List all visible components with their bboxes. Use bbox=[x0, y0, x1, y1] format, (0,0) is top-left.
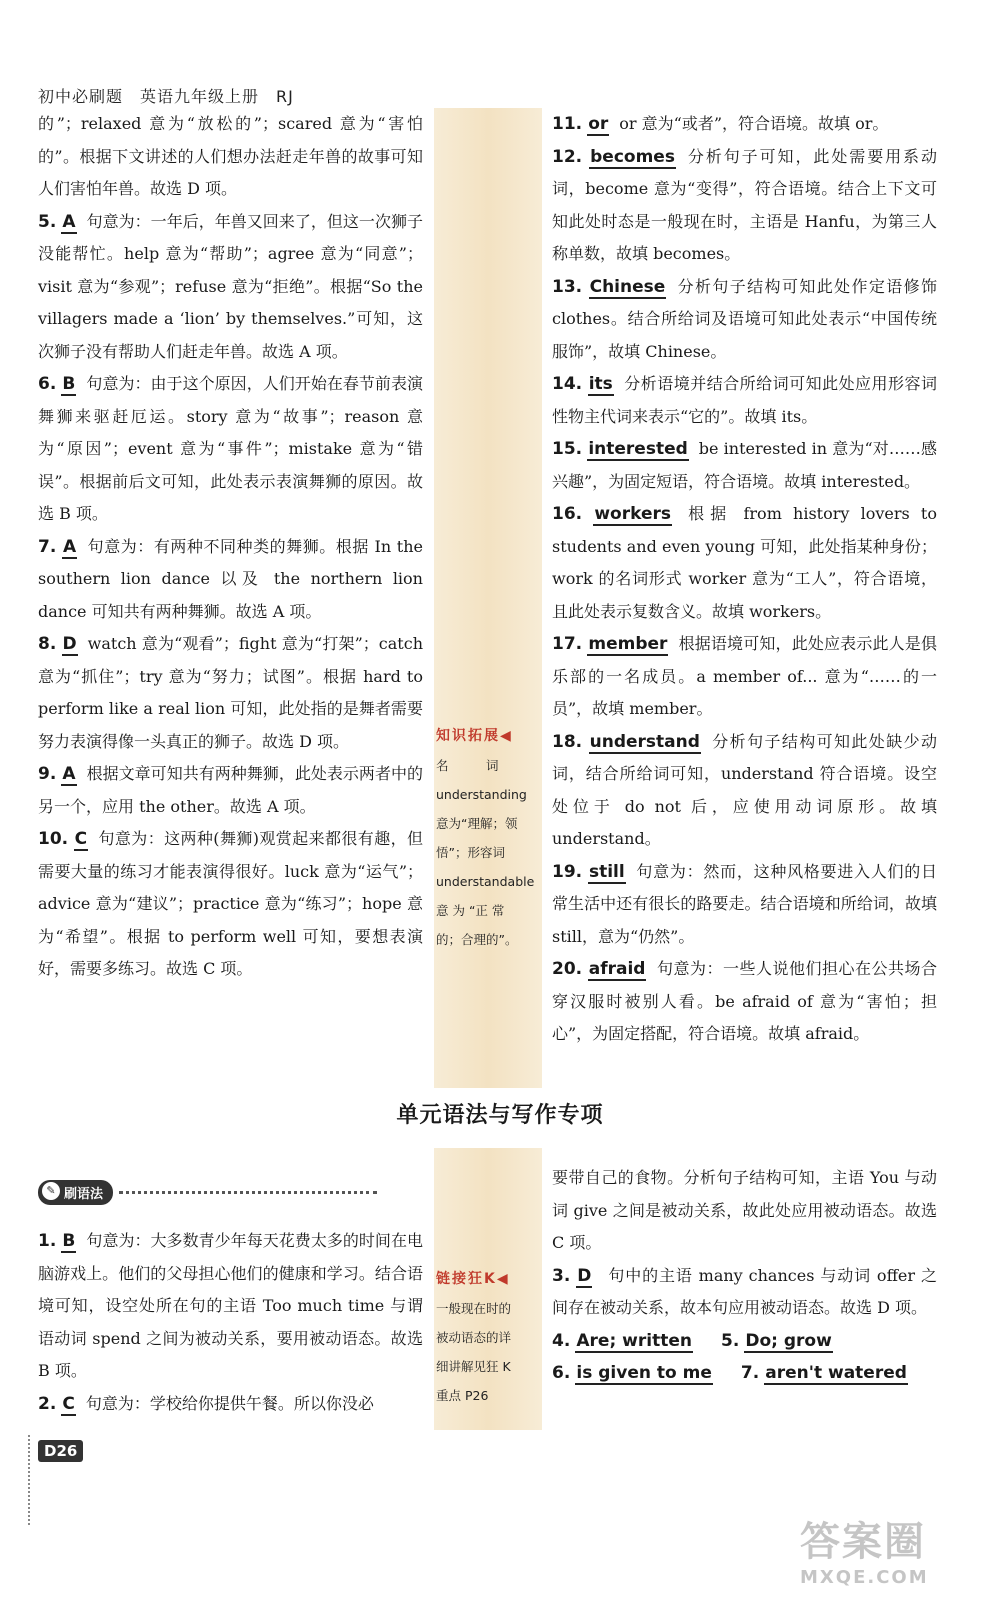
answer-item bbox=[38, 628, 423, 758]
note-line: 意 为 “正 常 bbox=[436, 903, 505, 918]
short-answer bbox=[552, 1325, 703, 1358]
item-number: 6. bbox=[552, 1363, 571, 1383]
triangle-left-icon: ◀ bbox=[500, 728, 513, 744]
item-number: 17. bbox=[552, 634, 583, 654]
answer-item bbox=[552, 953, 937, 1051]
item-number: 7. bbox=[740, 1363, 760, 1383]
page-header: 初中必刷题 英语九年级上册 RJ bbox=[38, 87, 294, 106]
answer-key: A bbox=[62, 536, 77, 557]
dotted-divider bbox=[119, 1191, 377, 1194]
grammar-left-column bbox=[38, 1225, 423, 1420]
answer-key: D bbox=[62, 634, 77, 654]
answer-item bbox=[38, 531, 423, 629]
answer-key: interested bbox=[588, 439, 688, 459]
watermark-url: MXQE.COM bbox=[800, 1567, 929, 1588]
answer-key: afraid bbox=[588, 959, 646, 979]
short-answer bbox=[552, 1357, 723, 1390]
answer-key: C bbox=[74, 829, 88, 849]
right-column-answers bbox=[552, 108, 937, 1051]
page-number: D26 bbox=[38, 1440, 83, 1462]
link-note bbox=[436, 1265, 540, 1410]
item-number: 5. bbox=[38, 211, 57, 232]
item-number: 15. bbox=[552, 439, 583, 459]
answer-explanation: 根据 from history lovers to students and even young 可知，此处指某种身份；work 的名词形式 worker 意为“工人”，符合语境，且此处表示复数含义。故填 workers。 bbox=[552, 504, 937, 621]
note-line: 被动语态的详 bbox=[436, 1330, 512, 1345]
short-answer-row bbox=[552, 1325, 937, 1358]
answer-item bbox=[38, 368, 423, 531]
item-number: 14. bbox=[552, 374, 583, 394]
item-number: 8. bbox=[38, 634, 57, 654]
answer-item bbox=[552, 726, 937, 856]
answer-item bbox=[552, 1162, 937, 1260]
answer-item bbox=[38, 108, 423, 206]
answer-explanation: be interested in 意为“对……感兴趣”，为固定短语，符合语境。故填 interested。 bbox=[552, 439, 937, 491]
watermark bbox=[800, 1510, 929, 1588]
note-line: 细讲解见狂 K bbox=[436, 1359, 511, 1374]
note-line: 的；合理的”。 bbox=[436, 932, 518, 947]
answer-key: member bbox=[588, 634, 668, 654]
item-number: 4. bbox=[552, 1330, 571, 1351]
answer-explanation: 分析语境并结合所给词可知此处应用形容词性物主代词来表示“它的”。故填 its。 bbox=[552, 374, 937, 426]
item-number: 10. bbox=[38, 829, 69, 849]
answer-key: still bbox=[588, 861, 625, 882]
answer-key: or bbox=[588, 114, 609, 134]
triangle-left-icon: ◀ bbox=[496, 1271, 510, 1287]
answer-key: Are; written bbox=[576, 1330, 692, 1351]
answer-key: aren't watered bbox=[765, 1363, 907, 1383]
answer-explanation: 句意为：有两种不同种类的舞狮。根据 In the southern lion dance 以及 the northern lion dance 可知共有两种舞狮。故选 A 项。 bbox=[38, 536, 423, 621]
answer-key: C bbox=[62, 1393, 75, 1414]
note-line: 悟”；形容词 bbox=[436, 845, 505, 860]
answer-explanation: 根据语境可知，此处应表示此人是俱乐部的一名成员。a member of... 意为“……的一员”，故填 member。 bbox=[552, 634, 937, 718]
answer-explanation: 句意为：学校给你提供午餐。所以你没必 bbox=[85, 1393, 374, 1413]
short-answer-row bbox=[552, 1357, 937, 1390]
item-number: 2. bbox=[38, 1393, 57, 1414]
item-number: 19. bbox=[552, 861, 583, 882]
note-line: 重点 P26 bbox=[436, 1388, 489, 1403]
section-title: 单元语法与写作专项 bbox=[396, 1103, 604, 1128]
item-number: 16. bbox=[552, 504, 583, 524]
item-number: 1. bbox=[38, 1231, 57, 1251]
note-line: understandable bbox=[436, 874, 535, 889]
answer-key: Do; grow bbox=[745, 1330, 832, 1351]
knowledge-extension-note bbox=[436, 722, 540, 954]
answer-explanation: 分析句子可知，此处需要用系动词，become 意为“变得”，符合语境。结合上下文可知此处时态是一般现在时，主语是 Hanfu，为第三人称单数，故填 becomes。 bbox=[552, 146, 937, 263]
answer-key: B bbox=[62, 1231, 76, 1251]
answer-item bbox=[552, 108, 937, 141]
page-margin-line bbox=[28, 1435, 32, 1525]
item-number: 3. bbox=[552, 1265, 571, 1286]
item-number: 13. bbox=[552, 276, 583, 297]
answer-item bbox=[38, 206, 423, 369]
item-number: 12. bbox=[552, 146, 583, 167]
answer-key: A bbox=[62, 211, 76, 232]
note-line: 意为“理解；领 bbox=[436, 816, 518, 831]
answer-item bbox=[552, 271, 937, 369]
answer-explanation: 要带自己的食物。分析句子结构可知，主语 You 与动词 give 之间是被动关系，故此处应用被动语态。故选 C 项。 bbox=[552, 1168, 937, 1252]
short-answer bbox=[721, 1325, 843, 1358]
item-number: 5. bbox=[720, 1330, 740, 1351]
answer-key: its bbox=[588, 374, 613, 394]
answer-item bbox=[38, 758, 423, 823]
answer-item bbox=[552, 498, 937, 628]
answer-explanation: 句意为：大多数青少年每天花费太多的时间在电脑游戏上。他们的父母担心他们的健康和学习。结合语境可知，设空处所在句的主语 Too much time 与谓语动词 spend 之间为被动关系，要用被动语态。故选 B 项。 bbox=[38, 1231, 423, 1380]
item-number: 9. bbox=[38, 764, 57, 784]
answer-key: A bbox=[62, 764, 76, 784]
watermark-text: 答案圈 bbox=[800, 1519, 926, 1565]
note-title: 链接狂K bbox=[436, 1271, 497, 1287]
answer-explanation: 句意为：一些人说他们担心在公共场合穿汉服时被别人看。be afraid of 意为“害怕；担心”，为固定搭配，符合语境。故填 afraid。 bbox=[552, 959, 937, 1043]
item-number: 7. bbox=[38, 536, 57, 557]
grammar-right-column bbox=[552, 1162, 937, 1390]
answer-item bbox=[552, 433, 937, 498]
answer-explanation: 句意为：然而，这种风格要进入人们的日常生活中还有很长的路要走。结合语境和所给词，故填 still，意为“仍然”。 bbox=[552, 861, 937, 946]
note-line: 名 词 bbox=[436, 758, 499, 773]
answer-explanation: 句中的主语 many chances 与动词 offer 之间存在被动关系，故本句应用被动语态。故选 D 项。 bbox=[552, 1265, 938, 1317]
answer-explanation: 的”；relaxed 意为“放松的”；scared 意为“害怕的”。根据下文讲述的人们想办法赶走年兽的故事可知人们害怕年兽。故选 D 项。 bbox=[38, 114, 423, 198]
item-number: 20. bbox=[552, 959, 583, 979]
answer-key: becomes bbox=[590, 146, 675, 167]
left-column-answers bbox=[38, 108, 423, 986]
grammar-badge bbox=[38, 1180, 377, 1205]
item-number: 18. bbox=[552, 731, 583, 752]
note-line: understanding bbox=[436, 787, 527, 802]
answer-item bbox=[552, 1260, 937, 1325]
note-line: 一般现在时的 bbox=[436, 1301, 512, 1316]
answer-explanation: or 意为“或者”，符合语境。故填 or。 bbox=[619, 114, 889, 133]
item-number: 11. bbox=[552, 114, 583, 134]
answer-key: is given to me bbox=[576, 1363, 712, 1383]
answer-item bbox=[38, 823, 423, 986]
answer-key: B bbox=[62, 374, 76, 394]
answer-key: workers bbox=[594, 504, 671, 524]
item-number: 6. bbox=[38, 374, 57, 394]
answer-item bbox=[38, 1388, 423, 1421]
answer-explanation: 句意为：由于这个原因，人们开始在春节前表演舞狮来驱赶厄运。story 意为“故事”；reason 意为“原因”；event 意为“事件”；mistake 意为“错误”。根据前后文可知，此处表示表演舞狮的原因。故选 B 项。 bbox=[38, 374, 423, 523]
answer-item bbox=[552, 856, 937, 954]
answer-item bbox=[552, 141, 937, 271]
answer-explanation: 句意为：一年后，年兽又回来了，但这一次狮子没能帮忙。help 意为“帮助”；agree 意为“同意”；visit 意为“参观”；refuse 意为“拒绝”。根据“So the villagers made a ‘lion’ by themselves.”可知，这次狮子没有帮助人们赶走年兽。故选 A 项。 bbox=[38, 211, 423, 361]
answer-key: understand bbox=[589, 731, 700, 752]
brush-icon: ✎ bbox=[42, 1182, 60, 1200]
answer-item bbox=[552, 628, 937, 726]
answer-explanation: 分析句子结构可知此处缺少动词，结合所给词可知，understand 符合语境。设空处位于 do not 后，应使用动词原形。故填 understand。 bbox=[552, 731, 937, 848]
answer-explanation: watch 意为“观看”；fight 意为“打架”；catch 意为“抓住”；try 意为“努力；试图”。根据 hard to perform like a real lion 可知，此处指的是舞者需要努力表演得像一头真正的狮子。故选 D 项。 bbox=[38, 634, 423, 751]
answer-item bbox=[552, 368, 937, 433]
answer-explanation: 分析句子结构可知此处作定语修饰 clothes。结合所给词及语境可知此处表示“中国传统服饰”，故填 Chinese。 bbox=[552, 276, 937, 361]
short-answer bbox=[741, 1357, 918, 1390]
answer-explanation: 句意为：这两种(舞狮)观赏起来都很有趣，但需要大量的练习才能表演得很好。luck 意为“运气”；advice 意为“建议”；practice 意为“练习”；hope 意为“希望”。根据 to perform well 可知，要想表演好，需要多练习。故选 C 项。 bbox=[38, 829, 423, 978]
answer-item bbox=[38, 1225, 423, 1388]
badge-label: 刷语法 bbox=[64, 1187, 104, 1202]
answer-explanation: 根据文章可知共有两种舞狮，此处表示两者中的另一个，应用 the other。故选 A 项。 bbox=[38, 764, 423, 816]
answer-key: D bbox=[577, 1265, 592, 1286]
answer-key: Chinese bbox=[589, 276, 666, 297]
note-title: 知识拓展 bbox=[436, 728, 500, 744]
